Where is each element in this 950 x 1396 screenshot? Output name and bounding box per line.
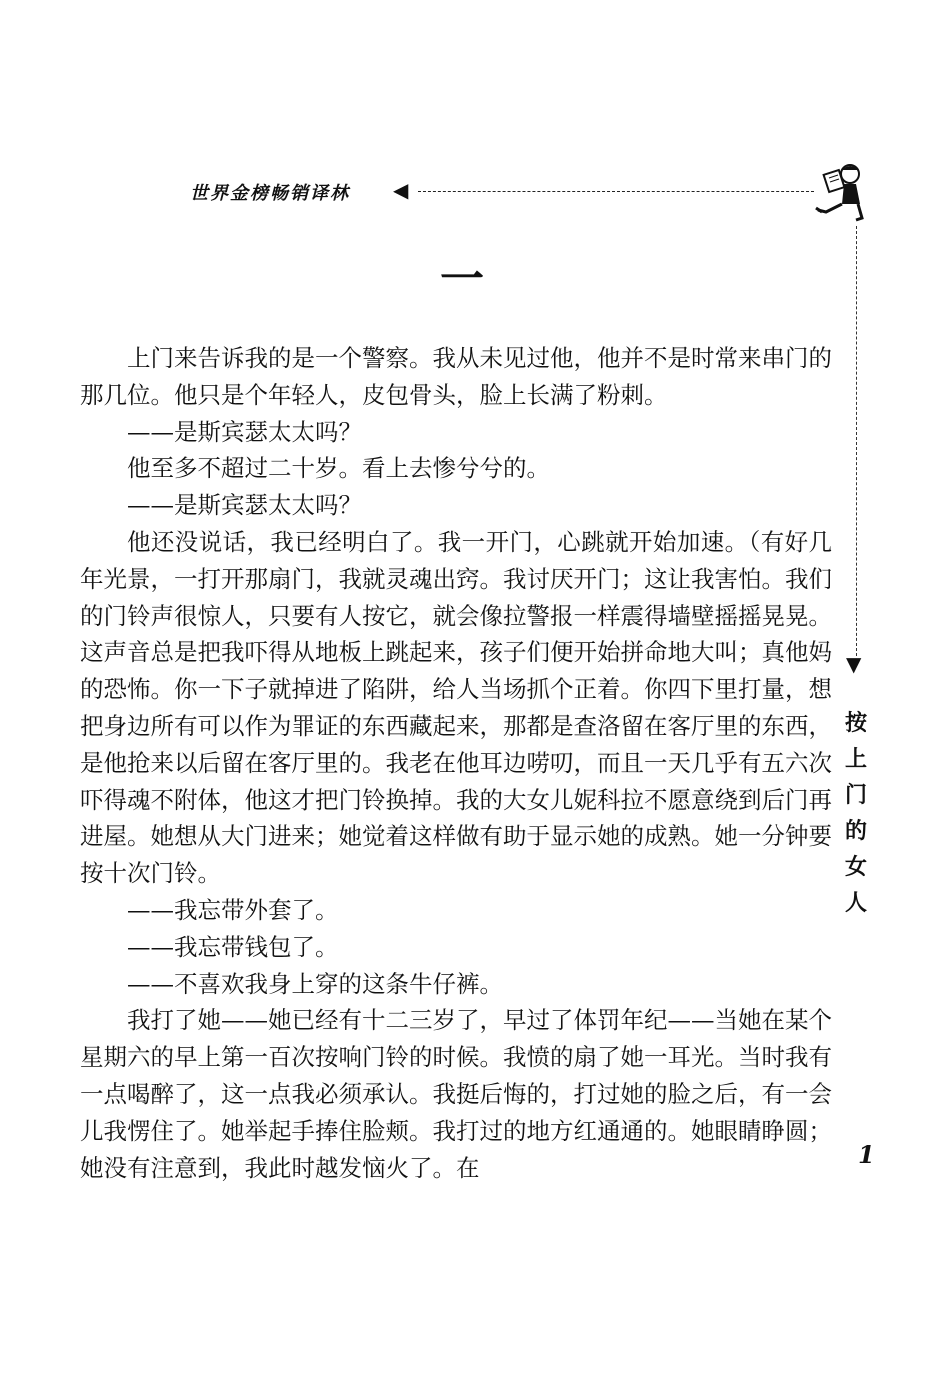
side-title-char: 人 [844,891,867,916]
body-text [80,340,832,1186]
reading-child-icon [812,160,870,228]
paragraph: ——不喜欢我身上穿的这条牛仔裤。 [127,969,503,998]
side-title-char: 按 [844,711,867,736]
paragraph: 他至多不超过二十岁。看上去惨兮兮的。 [127,454,550,483]
paragraph: ——是斯宾瑟太太吗？ [127,491,362,520]
header-rule [418,191,814,192]
down-arrow-icon: ▼ [846,652,862,676]
side-title-char: 的 [844,819,867,844]
paragraph: 他还没说话，我已经明白了。我一开门，心跳就开始加速。（有好几年光景，一打开那扇门，我就灵魂出窍。我讨厌开门；这让我害怕。我们的门铃声很惊人，只要有人按它，就会像拉警报一样震得墙壁摇摇晃晃。这声音总是把我吓得从地板上跳起来，孩子们便开始拼命地大叫；真他妈的恐怖。你一下子就掉进了陷阱，给人当场抓个正着。你四下里打量，想把身边所有可以作为罪证的东西藏起来，那都是查洛留在客厅里的东西，是他抢来以后留在客厅里的。我老在他耳边唠叨，而且一天几乎有五六次吓得魂不附体，他这才把门铃换掉。我的大女儿妮科拉不愿意绕到后门再进屋。她想从大门进来；她觉着这样做有助于显示她的成熟。她一分钟要按十次门铃。 [80,527,832,888]
vertical-rule [856,226,857,656]
header-arrow-icon: ◀ [393,178,409,202]
chapter-number: 一 [440,254,484,305]
side-title-char: 上 [844,747,867,772]
paragraph: 上门来告诉我的是一个警察。我从未见过他，他并不是时常来串门的那几位。他只是个年轻人，皮包骨头，脸上长满了粉刺。 [80,344,832,409]
side-book-title [836,706,876,922]
paragraph: ——是斯宾瑟太太吗？ [127,417,362,446]
paragraph: 我打了她——她已经有十二三岁了，早过了体罚年纪——当她在某个星期六的早上第一百次按响门铃的时候。我愤的扇了她一耳光。当时我有一点喝醉了，这一点我必须承认。我挺后悔的，打过她的脸之后，有一会儿我愣住了。她举起手捧住脸颊。我打过的地方红通通的。她眼睛睁圆；她没有注意到，我此时越发恼火了。在 [80,1006,832,1182]
page-number: 1 [858,1140,875,1169]
side-title-char: 女 [844,855,867,880]
side-title-char: 门 [844,783,867,808]
series-title: 世界金榜畅销译林 [190,183,350,204]
paragraph: ——我忘带钱包了。 [127,932,339,961]
paragraph: ——我忘带外套了。 [127,895,339,924]
